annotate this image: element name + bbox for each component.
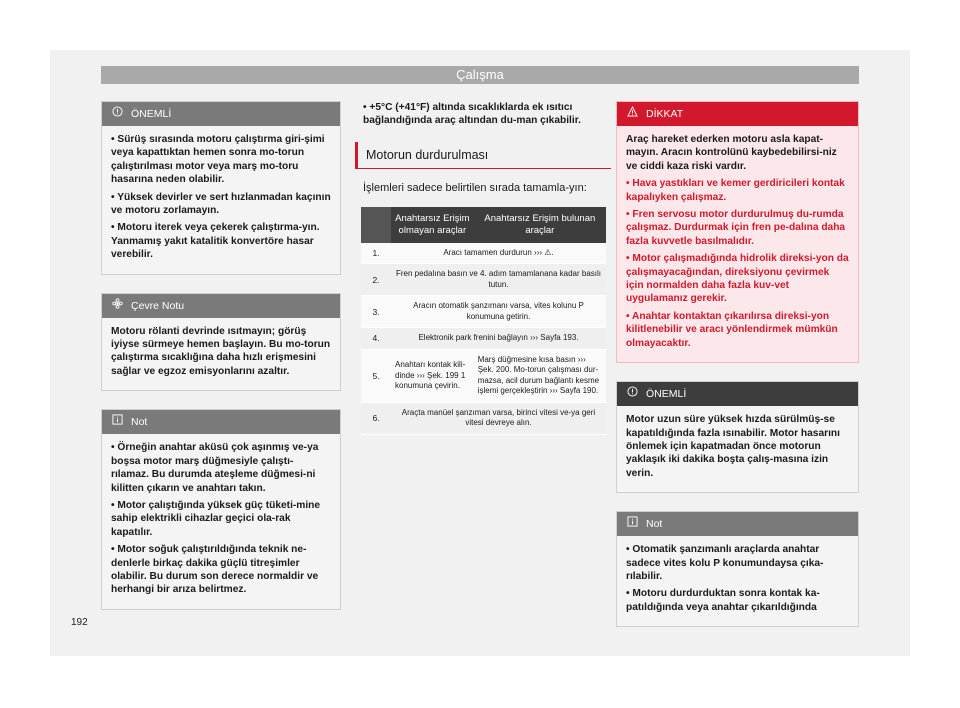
flower-icon	[112, 294, 123, 318]
info-circle-icon	[627, 382, 638, 406]
caution-item: • Anahtar kontaktan çıkarılırsa direksi-yon kilitlenebilir ve aracı yönlendirmek mümkün olmayacaktır.	[626, 310, 849, 350]
note-item: • Motor çalıştığında yüksek güç tüketi-mine sahip elektrikli cihazlar geçici ola-rak kapatılır.	[111, 499, 331, 539]
caution-box-header	[617, 102, 858, 126]
page-number: 192	[71, 617, 88, 628]
section-heading: Motorun durdurulması	[355, 142, 611, 169]
warning-triangle-icon	[627, 102, 638, 126]
step-number: 4.	[361, 328, 391, 350]
caution-box-body	[617, 126, 858, 362]
step-text-no-keyless: Anahtarı kontak kili-dinde ››› Şek. 199 1 konumuna çevirin.	[391, 349, 474, 402]
note-item: • Motor soğuk çalıştırıldığında teknik ne-denlerle birkaç dakika güçlü titreşimler olabilir. Bu durum son derece normaldir ve herhangi bir arıza belirtmez.	[111, 543, 331, 597]
info-square-icon	[112, 410, 123, 434]
caution-item: • Fren servosu motor durdurulmuş du-rumda çalışmaz. Durdurmak için fren pe-dalına daha fazla kuvvetle basılmalıdır.	[626, 208, 849, 248]
note-box-header	[102, 410, 340, 434]
note-item: • Örneğin anahtar aküsü çok aşınmış ve-ya boşsa motor marş düğmesiyle çalıştı-rılamaz. Bu durumda ateşleme düğmesi-ni kilitten çıkarın ve anahtarı takın.	[111, 441, 331, 495]
caution-item: • Hava yastıkları ve kemer gerdiricileri kontak kapalıyken çalışmaz.	[626, 177, 849, 204]
note-box	[101, 409, 341, 609]
page-header: Çalışma	[101, 66, 859, 84]
important-box-2	[616, 381, 859, 493]
table-header-cell	[361, 207, 391, 243]
table-row	[361, 349, 606, 402]
note-item: • Motoru durdurduktan sonra kontak ka-patıldığında veya anahtar çıkarıldığında	[626, 587, 849, 614]
table-header-row	[361, 207, 606, 243]
step-text-keyless: Marş düğmesine kısa basın ››› Şek. 200. Mo-torun çalışması dur-mazsa, acil durum bağlantı kesme işlemi gerçekleştirin ››› Sayfa 190.	[474, 349, 606, 402]
note-item: • Otomatik şanzımanlı araçlarda anahtar sadece vites kolu P konumundaysa çıka-rılabilir.	[626, 543, 849, 583]
note-box-2-header	[617, 512, 858, 536]
table-row	[361, 402, 606, 434]
environment-note-title: Çevre Notu	[131, 299, 185, 312]
environment-note-text: Motoru rölanti devrinde ısıtmayın; görüş iyiyse sürmeye hemen başlayın. Bu mo-torun çalıştırma sıcaklığına daha hızlı erişmesini sağlar ve egzoz emisyonlarını azaltır.	[111, 325, 331, 377]
step-number: 2.	[361, 264, 391, 296]
important-box-title: ÖNEMLİ	[131, 108, 172, 120]
important-box-2-body	[617, 406, 858, 492]
important-item: • Yüksek devirler ve sert hızlanmadan kaçının ve motoru zorlamayın.	[111, 191, 331, 218]
table-row	[361, 328, 606, 350]
section-intro: İşlemleri sadece belirtilen sırada tamamla-yın:	[363, 181, 587, 194]
environment-note-header	[102, 294, 340, 318]
important-box-body	[102, 126, 340, 274]
important-item: • Motoru iterek veya çekerek çalıştırma-yın. Yanmamış yakıt katalitik konvertöre hasar verebilir.	[111, 221, 331, 261]
table-row	[361, 264, 606, 296]
step-text: Fren pedalına basın ve 4. adım tamamlanana kadar basılı tutun.	[391, 264, 606, 296]
step-text: Elektronik park frenini bağlayın ››› Sayfa 193.	[391, 328, 606, 350]
table-row	[361, 296, 606, 328]
right-column	[616, 101, 859, 645]
caution-box-title: DİKKAT	[646, 108, 684, 120]
note-box-2-title: Not	[646, 518, 663, 531]
environment-note-body	[102, 318, 340, 391]
note-box-2-body	[617, 536, 858, 626]
important-box-2-header	[617, 382, 858, 406]
step-number: 1.	[361, 243, 391, 264]
important-2-text: Motor uzun süre yüksek hızda sürülmüş-se kapatıldığında fazla ısınabilir. Motor hasarını önlemek için kapatmadan önce motorun yaklaşık iki dakika boşta çalış-masına izin verin.	[626, 414, 840, 479]
note-box-2	[616, 511, 859, 627]
table-header-cell: Anahtarsız Erişim olmayan araçlar	[391, 207, 474, 243]
important-item: • Sürüş sırasında motoru çalıştırma giri-şimi veya kapattıktan hemen sonra mo-torun çalıştırılması motor veya marş mo-toru hasarına neden olabilir.	[111, 133, 331, 187]
important-box	[101, 101, 341, 275]
note-box-title: Not	[131, 416, 148, 429]
table-row	[361, 243, 606, 264]
important-box-header	[102, 102, 340, 126]
important-box-2-title: ÖNEMLİ	[646, 388, 687, 401]
step-text: Aracı tamamen durdurun ››› ⚠.	[391, 243, 606, 264]
middle-column	[355, 101, 611, 435]
caution-text: Araç hareket ederken motoru asla kapat-mayın. Aracın kontrolünü kaybedebilirsi-niz ve ciddi kaza riski vardır.	[626, 134, 837, 172]
table-header-cell: Anahtarsız Erişim bulunan araçlar	[474, 207, 606, 243]
caution-box	[616, 101, 859, 363]
info-square-icon	[627, 512, 638, 536]
note-box-body	[102, 434, 340, 608]
step-text: Araçta manüel şanzıman varsa, birinci vitesi ve-ya geri vitesi devreye alın.	[391, 402, 606, 434]
steps-table	[361, 207, 606, 435]
smoke-warning-text: • +5°C (+41°F) altında sıcaklıklarda ek ısıtıcı bağlandığında araç altından du-man çıkabilir.	[363, 101, 611, 128]
caution-item: • Motor çalışmadığında hidrolik direksi-yon da çalışmayacağından, direksiyonu çevirmek için normalden daha fazla kuv-vet uygulamanız gerekir.	[626, 252, 849, 306]
step-number: 5.	[361, 349, 391, 402]
step-text: Aracın otomatik şanzımanı varsa, vites kolunu P konumuna getirin.	[391, 296, 606, 328]
step-number: 6.	[361, 402, 391, 434]
environment-note-box	[101, 293, 341, 392]
left-column	[101, 101, 341, 628]
info-circle-icon	[112, 102, 123, 126]
step-number: 3.	[361, 296, 391, 328]
